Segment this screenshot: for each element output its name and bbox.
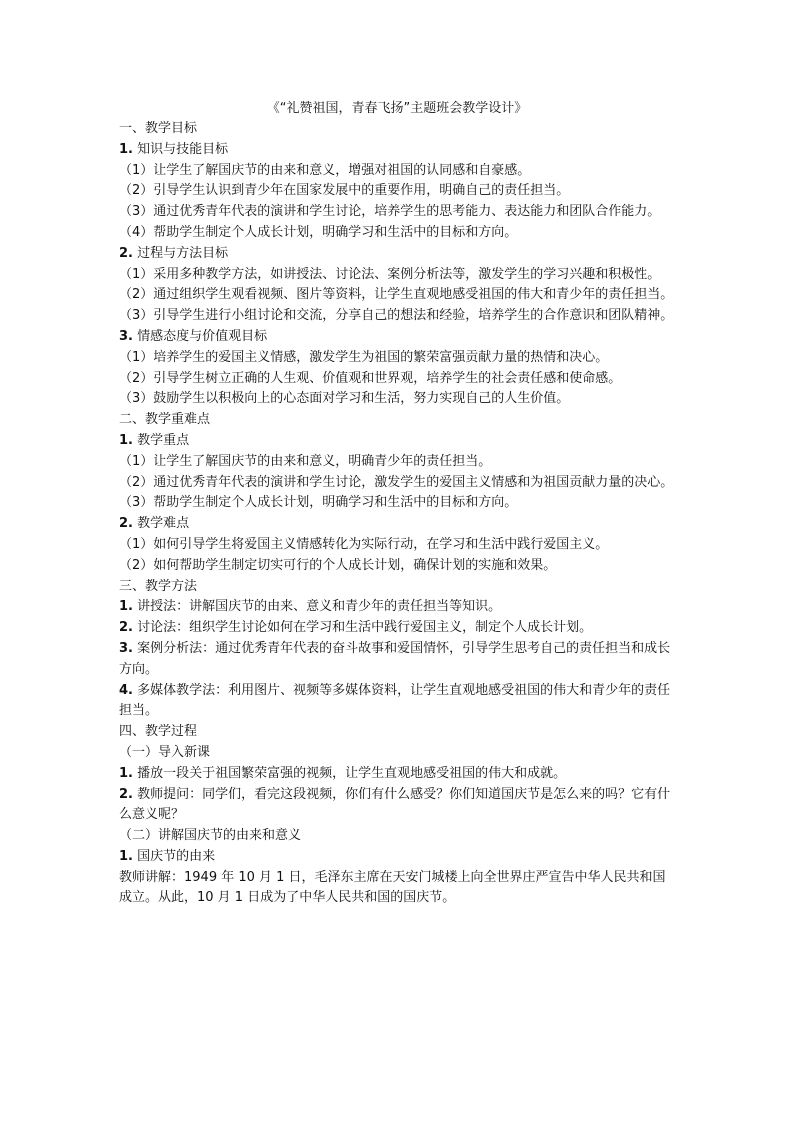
document-title: 《“礼赞祖国，青春飞扬”主题班会教学设计》 bbox=[266, 101, 528, 116]
line-text: （2）如何帮助学生制定切实可行的个人成长计划，确保计划的实施和效果。 bbox=[119, 557, 557, 573]
paragraph-line bbox=[119, 140, 675, 161]
paragraph-line bbox=[119, 265, 675, 286]
paragraph-line bbox=[119, 514, 675, 535]
paragraph-line bbox=[119, 473, 675, 494]
paragraph-line bbox=[119, 285, 675, 306]
line-text: 教师提问：同学们，看完这段视频，你们有什么感受？你们知道国庆节是怎么来的吗？它有什么意义呢？ bbox=[119, 786, 671, 823]
list-number: 2. bbox=[119, 620, 133, 636]
line-text: （2）引导学生认识到青少年在国家发展中的重要作用，明确自己的责任担当。 bbox=[119, 183, 570, 199]
line-text: 情感态度与价值观目标 bbox=[132, 328, 268, 344]
paragraph-line bbox=[119, 556, 675, 577]
line-text: （一）导入新课 bbox=[119, 744, 211, 760]
paragraph-line bbox=[119, 389, 675, 410]
document-body bbox=[119, 119, 675, 909]
line-text: 多媒体教学法：利用图片、视频等多媒体资料，让学生直观地感受祖国的伟大和青少年的责任担当。 bbox=[119, 682, 671, 719]
paragraph-line bbox=[119, 223, 675, 244]
line-text: 国庆节的由来 bbox=[132, 848, 216, 864]
paragraph-line bbox=[119, 452, 675, 473]
paragraph-line bbox=[119, 597, 675, 618]
paragraph-line bbox=[119, 348, 675, 369]
paragraph-line bbox=[119, 764, 675, 785]
paragraph-line bbox=[119, 493, 675, 514]
line-text: 一、教学目标 bbox=[119, 121, 198, 136]
line-text: 案例分析法：通过优秀青年代表的奋斗故事和爱国情怀，引导学生思考自己的责任担当和成长方向。 bbox=[119, 640, 671, 677]
line-text: 二、教学重难点 bbox=[119, 412, 211, 428]
list-number: 1. bbox=[119, 141, 133, 157]
paragraph-line bbox=[119, 410, 675, 431]
paragraph-line bbox=[119, 847, 675, 868]
list-number: 3. bbox=[119, 640, 133, 656]
line-text: （3）帮助学生制定个人成长计划，明确学习和生活中的目标和方向。 bbox=[119, 495, 518, 511]
line-text: 播放一段关于祖国繁荣富强的视频，让学生直观地感受祖国的伟大和成就。 bbox=[132, 765, 567, 781]
line-text: （2）通过组织学生观看视频、图片等资料，让学生直观地感受祖国的伟大和青少年的责任担当。 bbox=[119, 287, 674, 303]
line-text: （3）通过优秀青年代表的演讲和学生讨论，培养学生的思考能力、表达能力和团队合作能力。 bbox=[119, 204, 661, 220]
list-number: 2. bbox=[119, 786, 133, 802]
line-text: （3）引导学生进行小组讨论和交流，分享自己的想法和经验，培养学生的合作意识和团队精神。 bbox=[119, 308, 674, 324]
line-text: （1）如何引导学生将爱国主义情感转化为实际行动，在学习和生活中践行爱国主义。 bbox=[119, 536, 609, 552]
paragraph-line bbox=[119, 327, 675, 348]
paragraph-line bbox=[119, 868, 675, 910]
line-text: （1）采用多种教学方法，如讲授法、讨论法、案例分析法等，激发学生的学习兴趣和积极性。 bbox=[119, 266, 661, 282]
line-text: （1）让学生了解国庆节的由来和意义，明确青少年的责任担当。 bbox=[119, 453, 492, 469]
document-page bbox=[119, 98, 675, 909]
paragraph-line bbox=[119, 639, 675, 681]
paragraph-line bbox=[119, 431, 675, 452]
list-number: 1. bbox=[119, 599, 133, 615]
list-number: 3. bbox=[119, 328, 133, 344]
paragraph-line bbox=[119, 369, 675, 390]
list-number: 2. bbox=[119, 516, 133, 532]
paragraph-line bbox=[119, 535, 675, 556]
line-text: （二）讲解国庆节的由来和意义 bbox=[119, 828, 302, 844]
line-text: 讨论法：组织学生讨论如何在学习和生活中践行爱国主义，制定个人成长计划。 bbox=[132, 620, 593, 636]
line-text: 四、教学过程 bbox=[119, 724, 198, 740]
paragraph-line bbox=[119, 202, 675, 223]
paragraph-line bbox=[119, 244, 675, 265]
line-text: 教学重点 bbox=[132, 432, 190, 448]
line-text: （2）通过优秀青年代表的演讲和学生讨论，激发学生的爱国主义情感和为祖国贡献力量的决心。 bbox=[119, 474, 674, 490]
paragraph-line bbox=[119, 826, 675, 847]
paragraph-line bbox=[119, 577, 675, 598]
line-text: 讲授法：讲解国庆节的由来、意义和青少年的责任担当等知识。 bbox=[132, 599, 502, 615]
list-number: 4. bbox=[119, 682, 133, 698]
list-number: 1. bbox=[119, 765, 133, 781]
line-text: （4）帮助学生制定个人成长计划，明确学习和生活中的目标和方向。 bbox=[119, 224, 518, 240]
paragraph-line bbox=[119, 161, 675, 182]
line-text: 教师讲解：1949 年 10 月 1 日，毛泽东主席在天安门城楼上向全世界庄严宣告中华人民共和国成立。从此，10 月 1 日成为了中华人民共和国的国庆节。 bbox=[119, 869, 666, 906]
list-number: 2. bbox=[119, 245, 133, 261]
line-text: （2）引导学生树立正确的人生观、价值观和世界观，培养学生的社会责任感和使命感。 bbox=[119, 370, 622, 386]
line-text: （1）让学生了解国庆节的由来和意义，增强对祖国的认同感和自豪感。 bbox=[119, 162, 531, 178]
paragraph-line bbox=[119, 785, 675, 827]
paragraph-line bbox=[119, 681, 675, 723]
paragraph-line bbox=[119, 181, 675, 202]
paragraph-line bbox=[119, 306, 675, 327]
list-number: 1. bbox=[119, 432, 133, 448]
paragraph-line bbox=[119, 722, 675, 743]
line-text: （3）鼓励学生以积极向上的心态面对学习和生活，努力实现自己的人生价值。 bbox=[119, 391, 570, 407]
line-text: 教学难点 bbox=[132, 516, 190, 532]
line-text: 三、教学方法 bbox=[119, 578, 198, 594]
line-text: 过程与方法目标 bbox=[132, 245, 229, 261]
line-text: 知识与技能目标 bbox=[132, 141, 229, 157]
paragraph-line bbox=[119, 618, 675, 639]
line-text: （1）培养学生的爱国主义情感，激发学生为祖国的繁荣富强贡献力量的热情和决心。 bbox=[119, 349, 609, 365]
paragraph-line bbox=[119, 743, 675, 764]
paragraph-line bbox=[119, 119, 675, 140]
list-number: 1. bbox=[119, 848, 133, 864]
